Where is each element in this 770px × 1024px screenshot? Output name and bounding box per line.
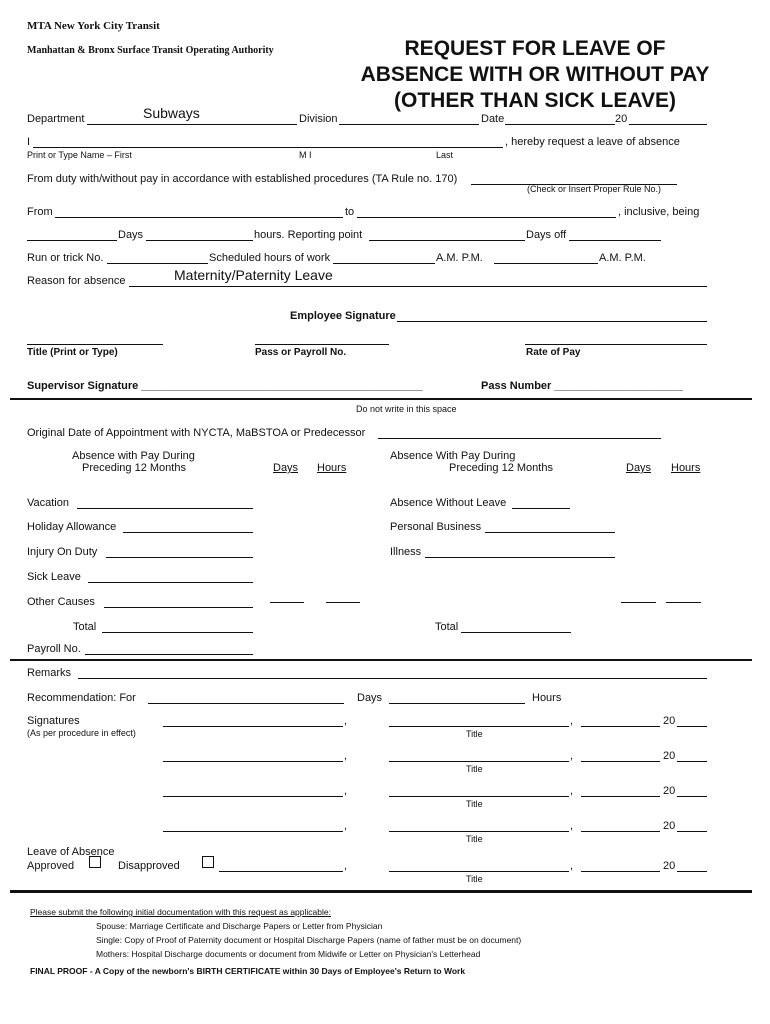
left-total-label: Total <box>73 621 97 633</box>
year-field[interactable] <box>677 831 707 832</box>
inclusive-text: , inclusive, being <box>618 206 700 218</box>
title-caption: Title <box>466 799 483 809</box>
title-comma: , <box>570 820 574 832</box>
other-field[interactable] <box>104 607 253 608</box>
sick-field[interactable] <box>88 582 253 583</box>
scheduled-start-field[interactable] <box>333 263 435 264</box>
year-prefix: 20 <box>663 785 676 797</box>
do-not-write-note: Do not write in this space <box>356 404 457 414</box>
left-days-total-line[interactable] <box>270 602 304 603</box>
to-field[interactable] <box>357 217 616 218</box>
reason-field[interactable] <box>129 286 707 287</box>
run-field[interactable] <box>107 263 208 264</box>
holiday-field[interactable] <box>123 532 253 533</box>
form-title-line3: (OTHER THAN SICK LEAVE) <box>394 89 676 112</box>
to-label: to <box>345 206 355 218</box>
hours-field[interactable] <box>146 240 253 241</box>
approved-label: Approved <box>27 860 75 872</box>
title-comma: , <box>570 785 574 797</box>
signature-comma: , <box>344 715 348 727</box>
org-name: MTA New York City Transit <box>27 20 160 32</box>
vacation-field[interactable] <box>77 508 253 509</box>
section-divider-1 <box>10 398 752 400</box>
department-field[interactable] <box>87 124 297 125</box>
footer-single: Single: Copy of Proof of Paternity document or Hospital Discharge Papers (name of father must be on document) <box>96 935 522 945</box>
left-head-2: Preceding 12 Months <box>82 462 186 474</box>
year-field[interactable] <box>677 871 707 872</box>
sick-label: Sick Leave <box>27 571 81 583</box>
title-field[interactable] <box>389 831 569 832</box>
title-caption: Title <box>466 834 483 844</box>
footer-mothers: Mothers: Hospital Discharge documents or document from Midwife or Letter on Physician's Letterhead <box>96 949 481 959</box>
section-divider-3 <box>10 890 752 893</box>
title-comma: , <box>570 715 574 727</box>
illness-label: Illness <box>390 546 422 558</box>
vacation-label: Vacation <box>27 497 69 509</box>
left-total-field[interactable] <box>102 632 253 633</box>
right-head-1: Absence With Pay During <box>390 450 516 462</box>
right-days-head: Days <box>626 462 652 474</box>
orig-date-field[interactable] <box>378 438 661 439</box>
form-title-line1: REQUEST FOR LEAVE OF <box>404 37 666 60</box>
rate-field[interactable] <box>525 344 707 345</box>
days-off-label: Days off <box>526 229 567 241</box>
pass-number[interactable]: Pass Number _____________________ <box>481 380 683 392</box>
date-field[interactable] <box>581 761 660 762</box>
signature-field[interactable] <box>163 831 343 832</box>
supervisor-signature[interactable]: Supervisor Signature ______________________________________________ <box>27 380 423 392</box>
i-label: I <box>27 136 31 148</box>
form-title <box>340 36 730 114</box>
recommendation-days-field[interactable] <box>389 703 525 704</box>
signature-field[interactable] <box>163 726 343 727</box>
signature-comma: , <box>344 820 348 832</box>
year-prefix: 20 <box>663 860 676 872</box>
right-total-field[interactable] <box>461 632 571 633</box>
ampm-2: A.M. P.M. <box>599 252 646 264</box>
left-days-head: Days <box>273 462 299 474</box>
title-field[interactable] <box>27 344 163 345</box>
recommendation-field[interactable] <box>148 703 344 704</box>
department-value: Subways <box>143 105 200 121</box>
year-prefix: 20 <box>663 715 676 727</box>
date-field[interactable] <box>581 796 660 797</box>
days-off-field[interactable] <box>569 240 661 241</box>
recommendation-label: Recommendation: For <box>27 692 136 704</box>
year-field[interactable] <box>629 124 707 125</box>
remarks-label: Remarks <box>27 667 72 679</box>
left-hours-total-line[interactable] <box>326 602 360 603</box>
approved-checkbox[interactable] <box>89 856 101 868</box>
right-days-total-line[interactable] <box>621 602 656 603</box>
injury-label: Injury On Duty <box>27 546 98 558</box>
payroll-label: Payroll No. <box>27 643 81 655</box>
disapproved-label: Disapproved <box>118 860 180 872</box>
disapproved-checkbox[interactable] <box>202 856 214 868</box>
signature-field[interactable] <box>163 796 343 797</box>
date-field[interactable] <box>581 871 660 872</box>
division-field[interactable] <box>339 124 479 125</box>
illness-field[interactable] <box>425 557 615 558</box>
mi-caption: M I <box>299 150 312 160</box>
reason-value: Maternity/Paternity Leave <box>174 267 333 283</box>
title-caption: Title <box>466 764 483 774</box>
right-head-2: Preceding 12 Months <box>449 462 553 474</box>
recommendation-hours: Hours <box>532 692 562 704</box>
recommendation-days: Days <box>357 692 383 704</box>
last-name-caption: Last <box>436 150 454 160</box>
left-hours-head: Hours <box>317 462 347 474</box>
rate-caption: Rate of Pay <box>526 347 581 358</box>
division-label: Division <box>299 113 338 125</box>
pass-field[interactable] <box>255 344 389 345</box>
date-label: Date <box>481 113 505 125</box>
without-leave-label: Absence Without Leave <box>390 497 507 509</box>
personal-field[interactable] <box>485 532 615 533</box>
procedure-note: (As per procedure in effect) <box>27 728 136 738</box>
left-head-1: Absence with Pay During <box>72 450 195 462</box>
title-comma: , <box>570 860 574 872</box>
right-total-label: Total <box>435 621 459 633</box>
signature-field[interactable] <box>219 871 343 872</box>
authority-name: Manhattan & Bronx Surface Transit Operating Authority <box>27 45 274 56</box>
holiday-label: Holiday Allowance <box>27 521 117 533</box>
first-name-caption: Print or Type Name – First <box>27 150 132 160</box>
days-label: Days <box>118 229 144 241</box>
right-hours-head: Hours <box>671 462 701 474</box>
reason-label: Reason for absence <box>27 275 126 287</box>
year-field[interactable] <box>677 761 707 762</box>
right-hours-total-line[interactable] <box>666 602 701 603</box>
title-comma: , <box>570 750 574 762</box>
employee-signature-field[interactable] <box>397 321 707 322</box>
hours-reporting-label: hours. Reporting point <box>254 229 363 241</box>
pass-caption: Pass or Payroll No. <box>255 347 347 358</box>
signature-comma: , <box>344 785 348 797</box>
title-caption: Title <box>466 729 483 739</box>
title-caption: Title (Print or Type) <box>27 347 118 358</box>
title-caption: Title <box>466 874 483 884</box>
rule-hint: (Check or Insert Proper Rule No.) <box>527 184 662 194</box>
title-field[interactable] <box>389 796 569 797</box>
other-label: Other Causes <box>27 596 95 608</box>
without-leave-field[interactable] <box>512 508 570 509</box>
section-divider-2 <box>10 659 752 661</box>
year-prefix: 20 <box>663 750 676 762</box>
year-prefix: 20 <box>663 820 676 832</box>
form-title-line2: ABSENCE WITH OR WITHOUT PAY <box>360 63 710 86</box>
scheduled-label: Scheduled hours of work <box>209 252 331 264</box>
from-label: From <box>27 206 53 218</box>
request-text: , hereby request a leave of absence <box>505 136 680 148</box>
title-field[interactable] <box>389 871 569 872</box>
reporting-point-field[interactable] <box>369 240 525 241</box>
signature-comma: , <box>344 750 348 762</box>
signature-comma: , <box>344 860 348 872</box>
date-field[interactable] <box>581 831 660 832</box>
orig-date-label: Original Date of Appointment with NYCTA, MaBSTOA or Predecessor <box>27 427 366 439</box>
from-field[interactable] <box>55 217 343 218</box>
title-field[interactable] <box>389 761 569 762</box>
signatures-label: Signatures <box>27 715 80 727</box>
employee-signature-label: Employee Signature <box>290 310 396 322</box>
date-field[interactable] <box>581 726 660 727</box>
scheduled-end-field[interactable] <box>494 263 598 264</box>
footer-intro: Please submit the following initial documentation with this request as applicable: <box>30 907 331 917</box>
duty-text: From duty with/without pay in accordance with established procedures (TA Rule no. 170) <box>27 173 458 185</box>
personal-label: Personal Business <box>390 521 482 533</box>
ampm-1: A.M. P.M. <box>436 252 483 264</box>
title-field[interactable] <box>389 726 569 727</box>
injury-field[interactable] <box>106 557 253 558</box>
year-field[interactable] <box>677 796 707 797</box>
date-field[interactable] <box>505 124 615 125</box>
days-field[interactable] <box>27 240 117 241</box>
year-prefix: 20 <box>615 113 628 125</box>
footer-spouse: Spouse: Marriage Certificate and Discharge Papers or Letter from Physician <box>96 921 383 931</box>
run-label: Run or trick No. <box>27 252 104 264</box>
department-label: Department <box>27 113 85 125</box>
footer-final: FINAL PROOF - A Copy of the newborn's BIRTH CERTIFICATE within 30 Days of Employee's Return to Work <box>30 966 466 976</box>
payroll-field[interactable] <box>85 654 253 655</box>
year-field[interactable] <box>677 726 707 727</box>
remarks-field[interactable] <box>78 678 707 679</box>
signature-field[interactable] <box>163 761 343 762</box>
loa-label: Leave of Absence <box>27 846 115 858</box>
name-field[interactable] <box>33 147 503 148</box>
